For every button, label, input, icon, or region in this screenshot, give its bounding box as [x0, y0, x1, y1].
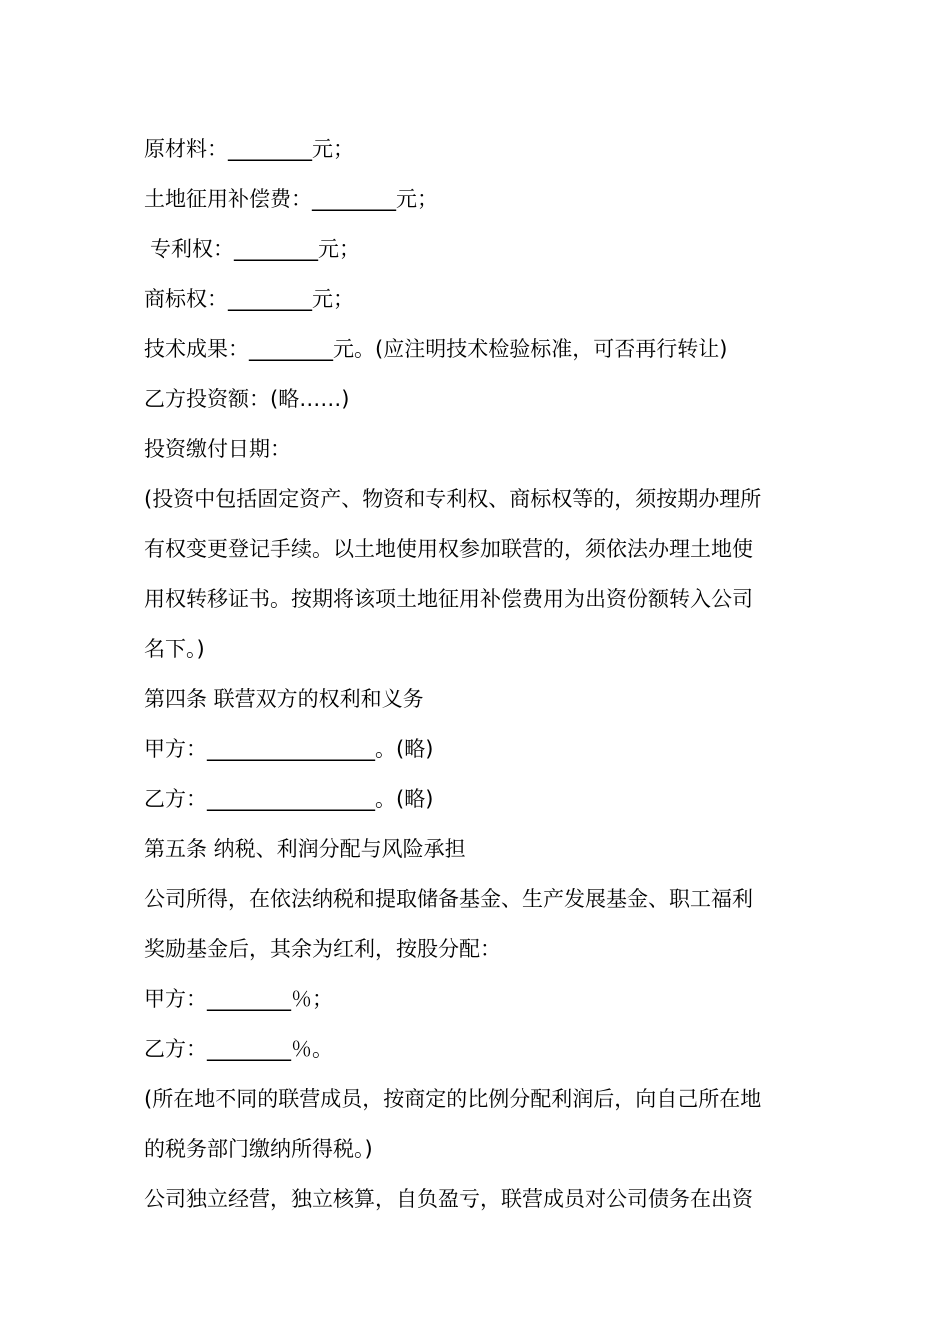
line-patent-right: 专利权：________元；: [150, 237, 360, 261]
line-profit-2: 奖励基金后，其余为红利，按股分配：: [144, 937, 501, 961]
line-profit-1: 公司所得，在依法纳税和提取储备基金、生产发展基金、职工福利: [144, 887, 753, 911]
line-party-a-share: 甲方：________％；: [144, 987, 333, 1011]
line-technical-results: 技术成果：________元。(应注明技术检验标准，可否再行转让): [144, 337, 728, 361]
line-tax-note-2: 的税务部门缴纳所得税。): [144, 1137, 373, 1161]
line-note-2: 有权变更登记手续。以土地使用权参加联营的，须依法办理土地使: [144, 537, 753, 561]
line-party-b-share: 乙方：________％。: [144, 1037, 333, 1061]
article-four-heading: 第四条 联营双方的权利和义务: [144, 687, 424, 711]
line-trademark-right: 商标权：________元；: [144, 287, 354, 311]
line-party-b-rights: 乙方：________________。(略): [144, 787, 434, 811]
line-land-compensation: 土地征用补偿费：________元；: [144, 187, 438, 211]
article-five-heading: 第五条 纳税、利润分配与风险承担: [144, 837, 466, 861]
line-operation: 公司独立经营，独立核算，自负盈亏，联营成员对公司债务在出资: [144, 1187, 753, 1211]
line-note-4: 名下。): [144, 637, 205, 661]
line-raw-materials: 原材料：________元；: [144, 137, 354, 161]
line-note-1: (投资中包括固定资产、物资和专利权、商标权等的，须按期办理所: [144, 487, 762, 511]
line-party-b-investment: 乙方投资额：(略……): [144, 387, 350, 411]
line-party-a-rights: 甲方：________________。(略): [144, 737, 434, 761]
line-note-3: 用权转移证书。按期将该项土地征用补偿费用为出资份额转入公司: [144, 587, 753, 611]
document-body: [144, 124, 810, 1224]
line-tax-note-1: (所在地不同的联营成员，按商定的比例分配利润后，向自己所在地: [144, 1087, 762, 1111]
line-investment-date: 投资缴付日期：: [144, 437, 291, 461]
